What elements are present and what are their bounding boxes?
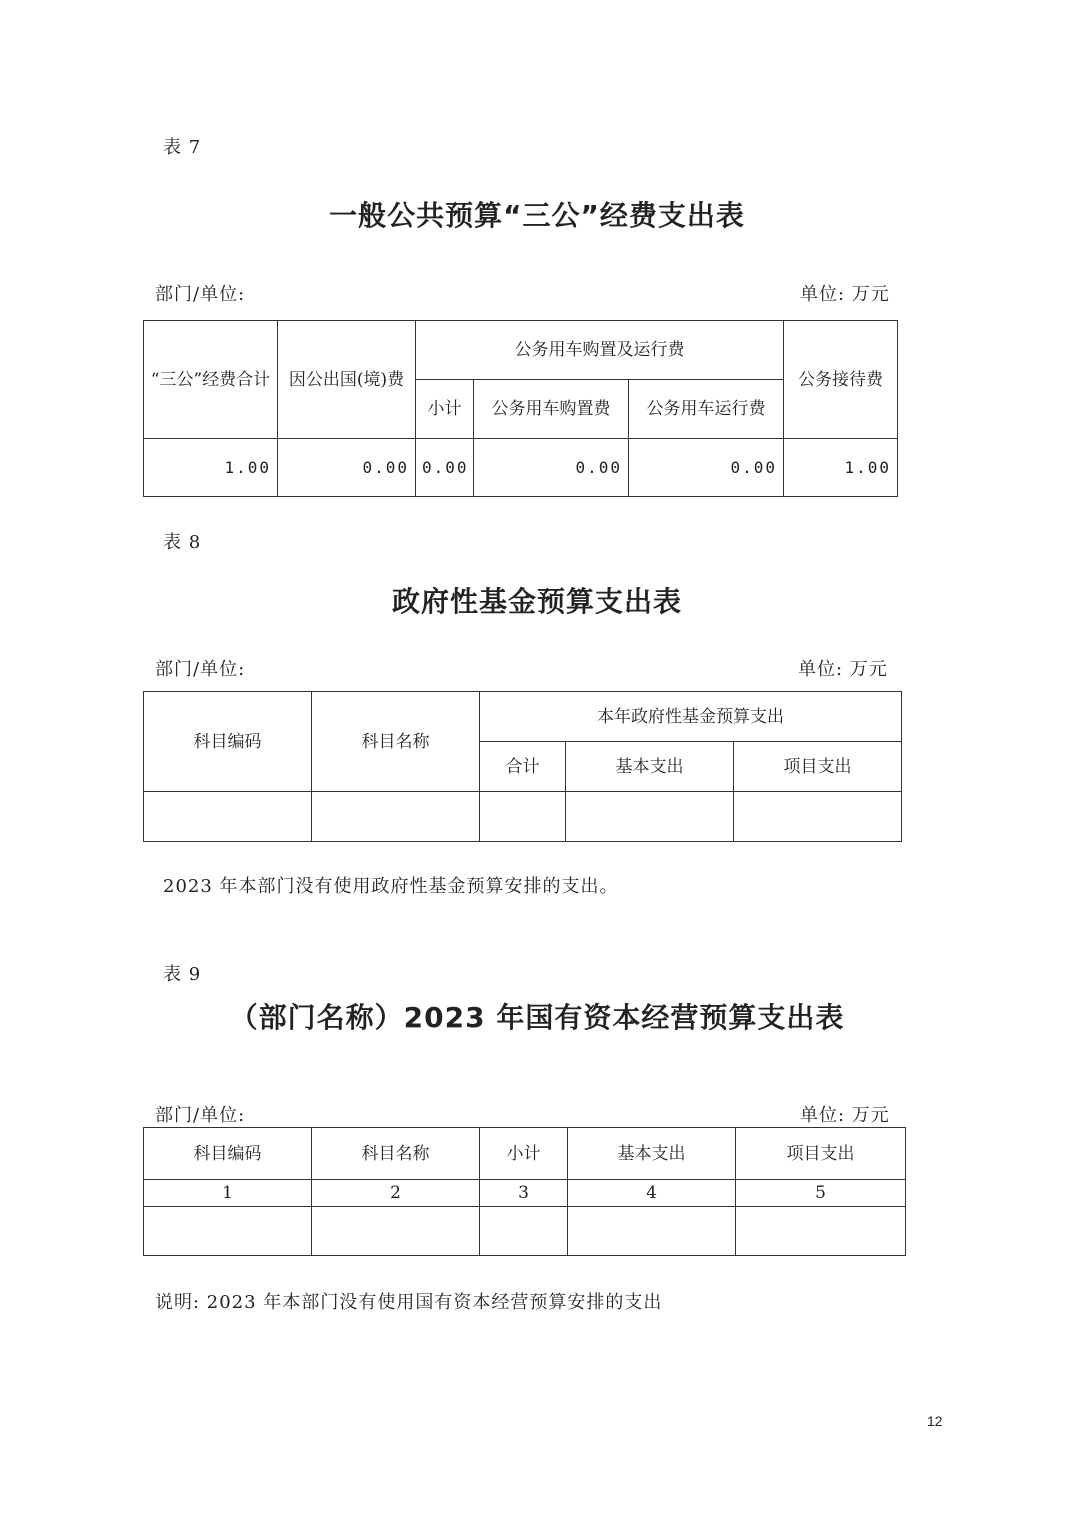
cell-subtotal: 0.00 [416, 439, 474, 497]
table8-note: 2023 年本部门没有使用政府性基金预算安排的支出。 [163, 876, 619, 897]
empty-cell [734, 792, 902, 842]
header-subtotal: 小计 [416, 380, 474, 439]
index-cell: 3 [480, 1180, 568, 1207]
header-basic: 基本支出 [566, 742, 734, 792]
table8-label: 表 8 [163, 532, 202, 553]
table8-unit: 单位: 万元 [798, 659, 888, 680]
table8 [143, 691, 902, 842]
header-code: 科目编码 [144, 1128, 312, 1180]
header-project: 项目支出 [736, 1128, 906, 1180]
table-row [144, 792, 902, 842]
empty-cell [736, 1207, 906, 1256]
table8-title: 政府性基金预算支出表 [391, 585, 682, 618]
cell-reception: 1.00 [784, 439, 898, 497]
table7-title: 一般公共预算“三公”经费支出表 [329, 199, 745, 232]
empty-cell [480, 1207, 568, 1256]
table7 [143, 320, 898, 497]
empty-cell [144, 1207, 312, 1256]
table-row [144, 439, 898, 497]
header-abroad: 因公出国(境)费 [278, 321, 416, 439]
header-basic: 基本支出 [568, 1128, 736, 1180]
table9-title: （部门名称）2023 年国有资本经营预算支出表 [229, 1001, 845, 1034]
table9 [143, 1127, 906, 1256]
empty-cell [566, 792, 734, 842]
cell-abroad: 0.00 [278, 439, 416, 497]
table-row [144, 1207, 906, 1256]
header-name: 科目名称 [312, 1128, 480, 1180]
empty-cell [480, 792, 566, 842]
index-cell: 4 [568, 1180, 736, 1207]
header-current-year: 本年政府性基金预算支出 [480, 692, 902, 742]
page-number: 12 [927, 1413, 943, 1429]
empty-cell [144, 792, 312, 842]
header-reception: 公务接待费 [784, 321, 898, 439]
header-subtotal: 小计 [480, 1128, 568, 1180]
cell-car-purchase: 0.00 [474, 439, 629, 497]
header-name: 科目名称 [312, 692, 480, 792]
empty-cell [312, 792, 480, 842]
header-car-running: 公务用车运行费 [629, 380, 784, 439]
header-code: 科目编码 [144, 692, 312, 792]
index-cell: 1 [144, 1180, 312, 1207]
header-total: “三公”经费合计 [144, 321, 278, 439]
cell-total: 1.00 [144, 439, 278, 497]
index-cell: 5 [736, 1180, 906, 1207]
table8-dept: 部门/单位: [155, 659, 246, 680]
table9-note: 说明: 2023 年本部门没有使用国有资本经营预算安排的支出 [155, 1292, 663, 1313]
index-cell: 2 [312, 1180, 480, 1207]
table9-dept: 部门/单位: [155, 1105, 246, 1126]
empty-cell [568, 1207, 736, 1256]
header-total: 合计 [480, 742, 566, 792]
table9-label: 表 9 [163, 964, 202, 985]
header-project: 项目支出 [734, 742, 902, 792]
index-row [144, 1180, 906, 1207]
table7-dept: 部门/单位: [155, 284, 246, 305]
cell-car-running: 0.00 [629, 439, 784, 497]
table9-unit: 单位: 万元 [800, 1105, 890, 1126]
table7-label: 表 7 [163, 137, 202, 158]
header-car-purchase: 公务用车购置费 [474, 380, 629, 439]
empty-cell [312, 1207, 480, 1256]
table7-unit: 单位: 万元 [800, 284, 890, 305]
header-car: 公务用车购置及运行费 [416, 321, 784, 380]
